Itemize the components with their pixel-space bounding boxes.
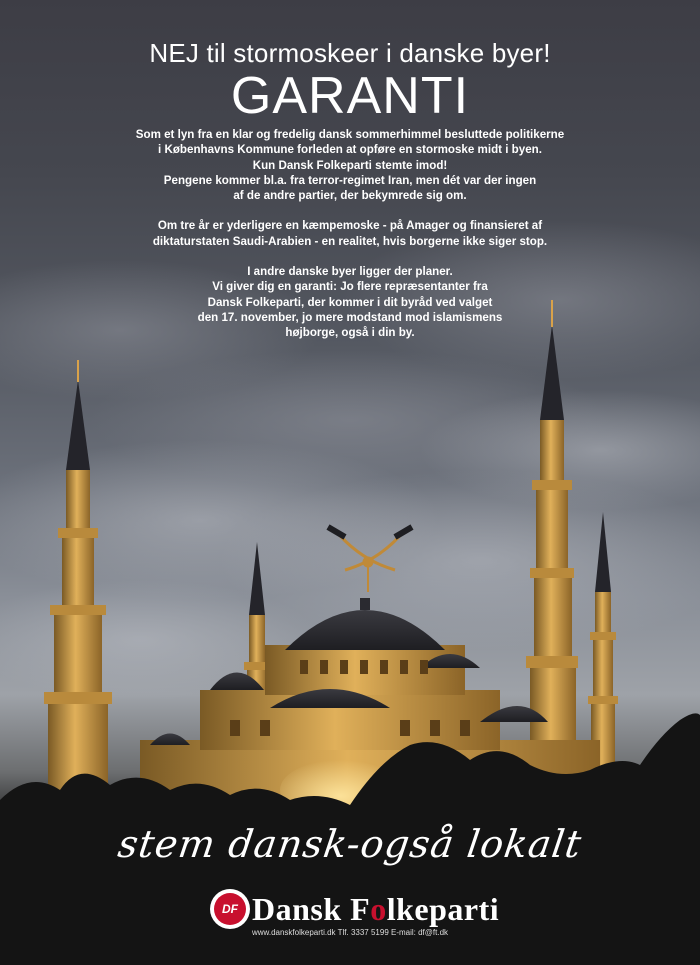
- text-line: den 17. november, jo mere modstand mod islamismens: [197, 310, 503, 324]
- crossed-swords-icon: [328, 527, 412, 592]
- party-name-part: Dansk F: [252, 890, 371, 927]
- slogan: stem dansk-også lokalt: [115, 822, 585, 866]
- text-line: af de andre partier, der bekymrede sig om.: [233, 189, 467, 203]
- crescent-icon: [68, 326, 104, 353]
- text-line: højborge, også i din by.: [285, 326, 415, 340]
- party-name: [252, 891, 499, 928]
- text-line: Vi giver dig en garanti: Jo flere repræsentanter fra: [212, 280, 488, 294]
- subheadline: GARANTI: [230, 67, 470, 125]
- party-logo-icon: [210, 889, 250, 929]
- party-logo: [210, 885, 499, 933]
- crescent-icon: [594, 486, 614, 503]
- minaret-left: [44, 360, 112, 804]
- text-line: diktaturstaten Saudi-Arabien - en realitet, hvis borgerne ikke siger stop.: [152, 234, 548, 248]
- logo-mark-text: DF: [214, 893, 246, 925]
- contact-info[interactable]: www.danskfolkeparti.dk Tlf. 3337 5199 E-mail: df@ft.dk: [251, 928, 449, 937]
- text-line: i Københavns Kommune forleden at opføre en stormoske midt i byen.: [158, 143, 542, 157]
- minaret-right: [526, 300, 578, 798]
- crescent-icon: [252, 516, 270, 531]
- text-line: Som et lyn fra en klar og fredelig dansk sommerhimmel besluttede politikerne: [135, 128, 565, 141]
- text-line: Kun Dansk Folkeparti stemte imod!: [252, 158, 448, 172]
- text-line: Pengene kommer bl.a. fra terror-regimet Iran, men dét var der ingen: [163, 173, 537, 187]
- headline: NEJ til stormoskeer i danske byer!: [149, 38, 551, 68]
- party-name-part: lkeparti: [386, 890, 500, 927]
- text-line: I andre danske byer ligger der planer.: [247, 265, 453, 279]
- text-line: Dansk Folkeparti, der kommer i dit byråd ved valget: [207, 295, 493, 309]
- party-name-highlight: o: [370, 890, 387, 927]
- text-line: Om tre år er yderligere en kæmpemoske - på Amager og finansieret af: [157, 219, 543, 233]
